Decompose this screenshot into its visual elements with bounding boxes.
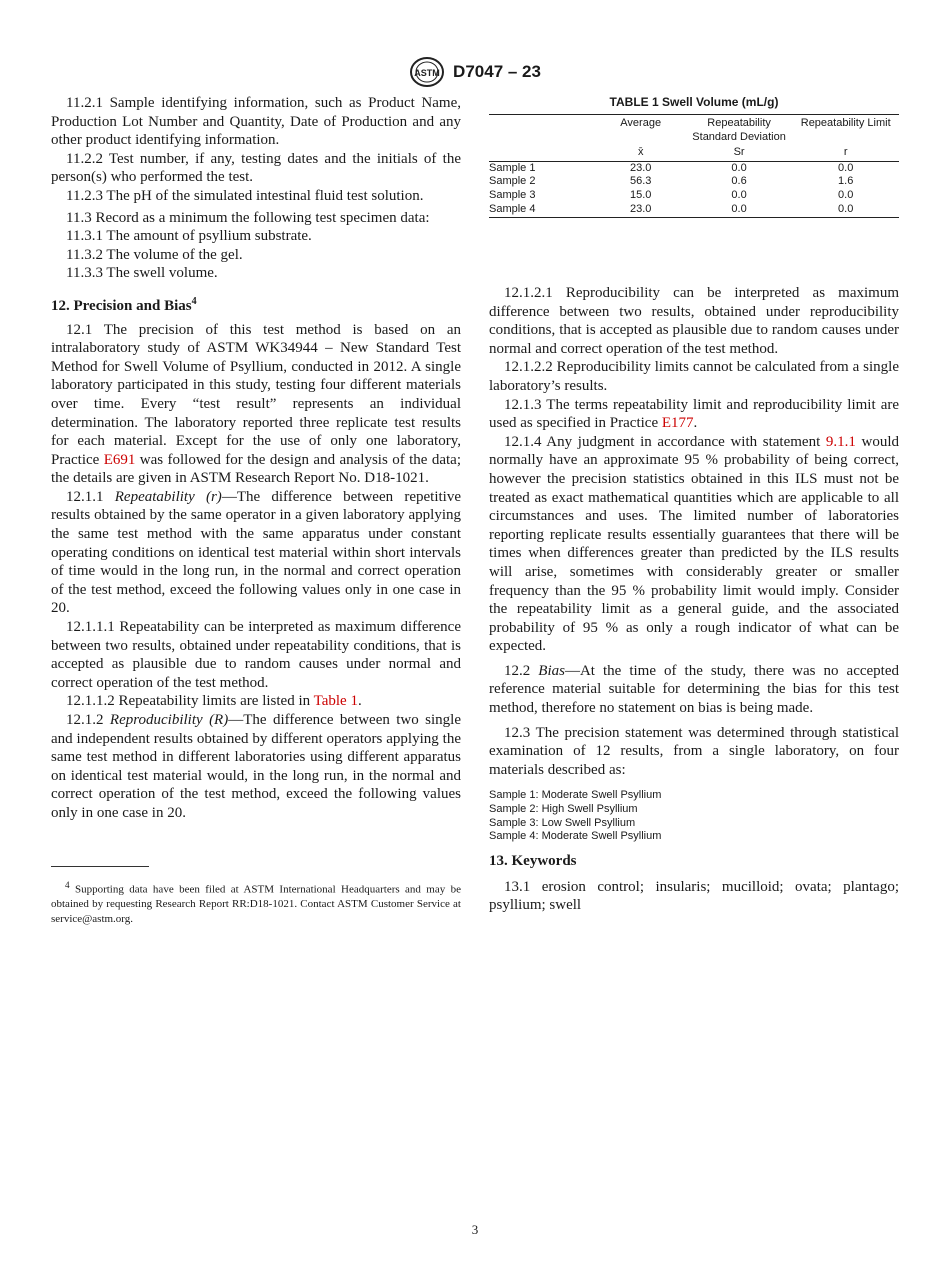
table-row: Sample 4 23.0 0.0 0.0 — [489, 202, 854, 215]
table-row: Sample 2 56.3 0.6 1.6 — [489, 175, 854, 188]
astm-logo — [409, 56, 445, 88]
sample-list — [489, 789, 661, 844]
paragraph-12-1-1-1: 12.1.1.1 Repeatability can be interpreted as maximum difference between two results, obtained under repeatability conditions, that is accepted as plausible due to random causes under normal and correct operation of the test method. — [51, 619, 461, 691]
paragraph-11-2-3: 11.2.3 The pH of the simulated intestinal fluid test solution. — [66, 187, 424, 204]
table-1 — [489, 95, 899, 218]
link-e691[interactable]: E691 — [103, 451, 136, 468]
list-item: Sample 2: High Swell Psyllium — [489, 802, 638, 815]
table-row: Sample 3 15.0 0.0 0.0 — [489, 189, 854, 202]
section-12-heading: 12. Precision and Bias$^4$ — [51, 295, 197, 314]
paragraph-12-3: 12.3 The precision statement was determined through statistical examination of 12 results, from a single laboratory, on four materials described as: — [489, 724, 899, 778]
paragraph-11-2-1: 11.2.1 Sample identifying information, such as Product Name, Production Lot Number and Quantity, Date of Production and any other product identifying information. — [51, 95, 461, 149]
section-13 — [489, 852, 899, 915]
list-item: Sample 1: Moderate Swell Psyllium — [489, 789, 662, 801]
list-item: Sample 3: Low Swell Psyllium — [489, 816, 636, 829]
footnote-ref-4[interactable]: 4 — [191, 295, 197, 307]
link-e177[interactable]: E177 — [661, 415, 694, 432]
table-header-row: Average Repeatability Standard Deviation Repeatability Limit — [620, 117, 891, 143]
paragraph-12-1-4: 12.1.4 Any judgment in accordance with statement 9.1.1 would normally have an approximate 95 % probability of being correct, however the precision statistics obtained in this ILS must not be treated as exact mathematical quantities which are applicable to all circumstances and uses. The limited number of laboratories reporting replicate results essentially guarantees that there will be times when differences greater than predicted by the ILS results will arise, sometimes with considerably greater or smaller frequency than the 95 % probability limit would imply. Consider the repeatability limit as a general guide, and the associated probability of 95 % as only a rough indicator of what can be expected. — [489, 433, 900, 655]
list-item: Sample 4: Moderate Swell Psyllium — [489, 830, 662, 843]
table-symbol-row: x̄ Sr r — [489, 144, 899, 161]
right-column — [489, 284, 899, 779]
svg-text:ASTM: ASTM — [414, 68, 440, 78]
paragraph-12-2: 12.2 Bias—At the time of the study, there was no accepted reference material suitable for determining the bias for this test method, therefore no statement on bias is being made. — [489, 662, 899, 717]
paragraph-12-1-1-2: 12.1.1.2 Repeatability limits are listed in Table 1. — [66, 693, 362, 710]
paragraph-12-1: 12.1 The precision of this test method is based on an intralaboratory study of ASTM WK34944 – New Standard Test Method for Swell Volume of Psyllium, conducted in 2012. A single laboratory participated in this study, testing four different materials over time. Every “test result” represents an individual determination. The laboratory reported three replicate test results for each material. Except for the use of only one laboratory, Practice E691 was followed for the design and analysis of the data; the details are given in ASTM Research Report No. D18-1021. — [51, 321, 461, 487]
paragraph-12-1-2: 12.1.2 Reproducibility (R)—The difference between two single and independent results obtained by different operators applying the same test method in different laboratories using different apparatus on identical test material would, in the long run, in the normal and correct operation of the test method, exceed the following values only in one case in 20. — [51, 712, 461, 821]
paragraph-11-3-2: 11.3.2 The volume of the gel. — [66, 246, 243, 263]
left-column — [51, 94, 461, 823]
paragraph-13-1: 13.1 erosion control; insularis; mucilloid; ovata; plantago; psyllium; swell — [489, 878, 899, 914]
paragraph-12-1-2-1: 12.1.2.1 Reproducibility can be interpreted as maximum difference between two results, obtained under reproducibility conditions, that is accepted as plausible due to random causes under normal and correct operation of the test method. — [489, 285, 899, 357]
section-13-heading: 13. Keywords — [489, 853, 577, 869]
page-header — [0, 56, 950, 88]
link-9-1-1[interactable]: 9.1.1 — [825, 433, 856, 450]
page-number: 3 — [471, 1222, 479, 1237]
paragraph-12-1-2-2: 12.1.2.2 Reproducibility limits cannot be calculated from a single laboratory’s results. — [489, 359, 899, 394]
link-table-1[interactable]: Table 1 — [313, 693, 358, 710]
paragraph-11-2-2: 11.2.2 Test number, if any, testing dates and the initials of the person(s) who performed the test. — [51, 150, 461, 186]
paragraph-11-3: 11.3 Record as a minimum the following test specimen data: — [66, 209, 430, 226]
paragraph-11-3-1: 11.3.1 The amount of psyllium substrate. — [66, 228, 312, 245]
footnote-divider — [51, 866, 149, 867]
paragraph-11-3-3: 11.3.3 The swell volume. — [66, 265, 218, 282]
footnote: $^4$ Supporting data have been filed at ASTM International Headquarters and may be obtained by requesting Research Report RR:D18-1021. Contact ASTM Customer Service at service@astm.org. — [51, 880, 461, 925]
paragraph-12-1-3: 12.1.3 The terms repeatability limit and reproducibility limit are used as specified in Practice E177. — [489, 396, 899, 432]
table-title: TABLE 1 Swell Volume (mL/g) — [609, 95, 779, 109]
table-row: Sample 1 23.0 0.0 0.0 — [489, 161, 854, 174]
paragraph-12-1-1: 12.1.1 Repeatability (r)—The difference between repetitive results obtained by the same operator in a given laboratory applying the same test method with the same apparatus under constant operating conditions on identical test material within short intervals of time would in the long run, in the normal and correct operation of the test method, exceed the following values only in one case in 20. — [51, 488, 461, 617]
standard-designation: D7047 – 23 — [453, 62, 541, 81]
